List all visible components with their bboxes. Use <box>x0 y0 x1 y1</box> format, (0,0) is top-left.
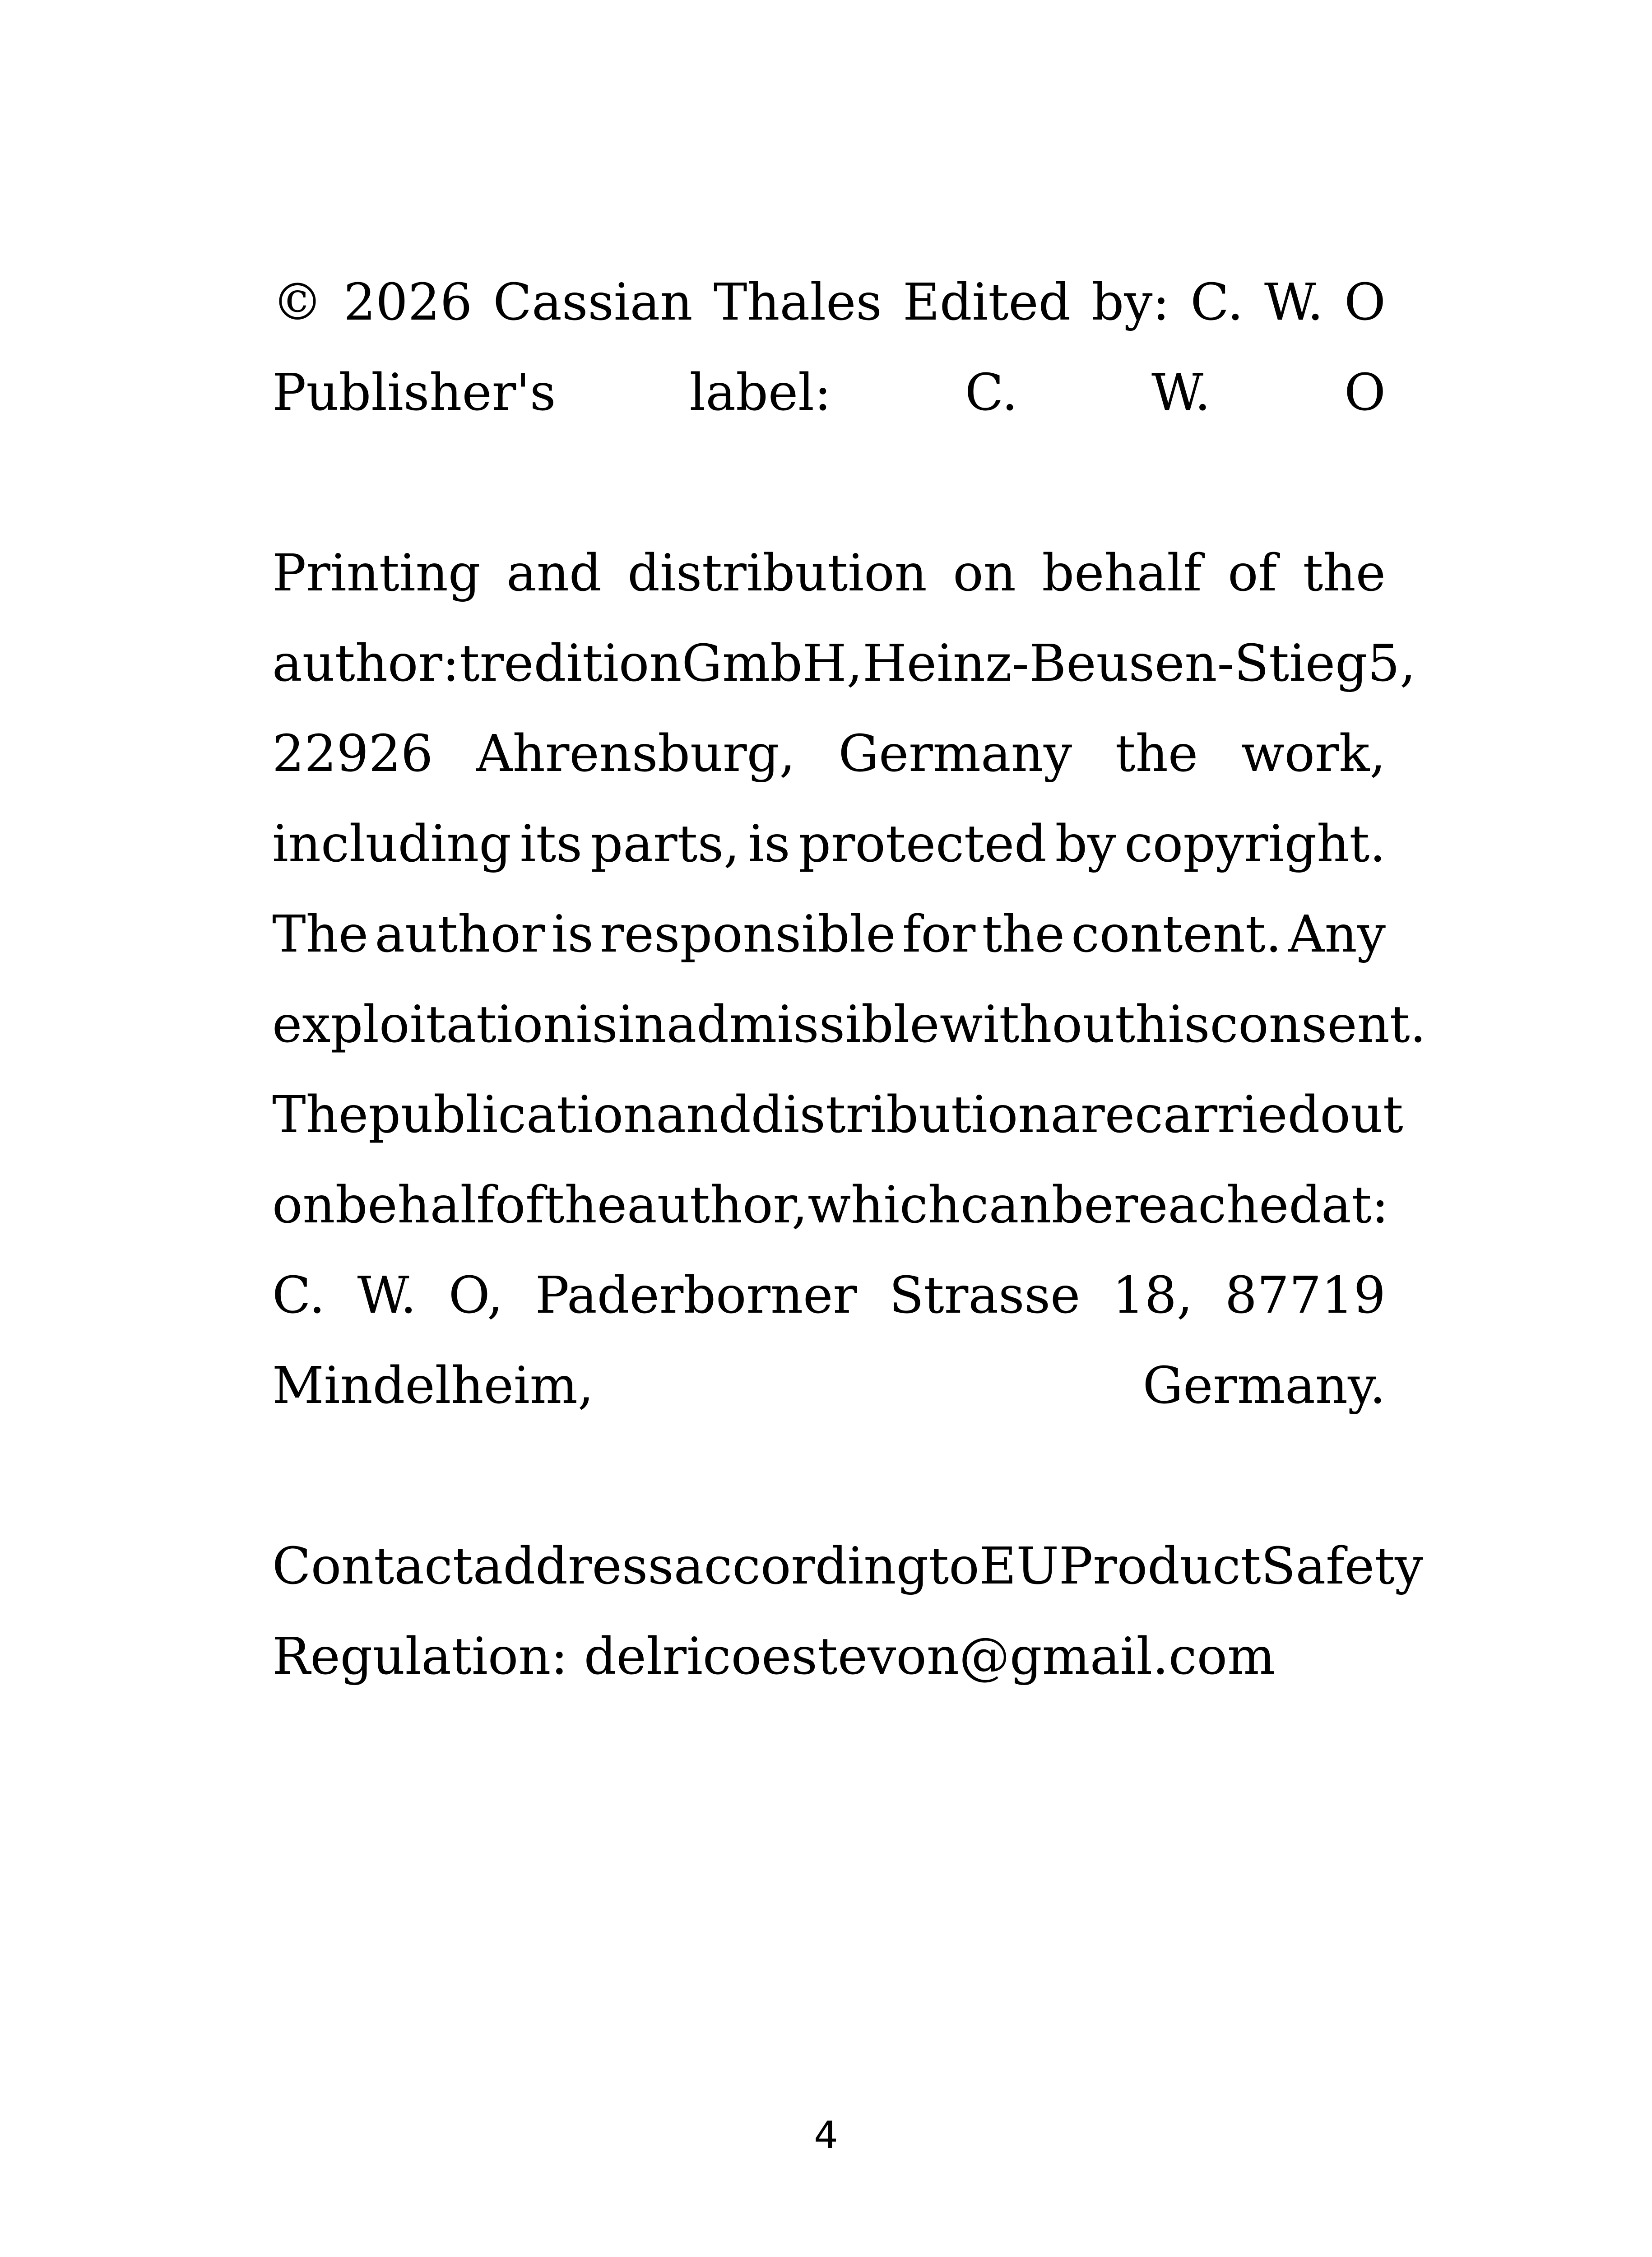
printing-line: Mindelheim, Germany. <box>272 1356 1386 1415</box>
printing-line: Printing and distribution on behalf of the <box>272 544 1386 603</box>
printing-line: on behalf of the author, which can be reached at: <box>272 1176 1389 1235</box>
printing-line: 22926 Ahrensburg, Germany the work, <box>272 724 1386 783</box>
printing-line: The publication and distribution are carried out <box>272 1086 1403 1144</box>
copyright-line: © 2026 Cassian Thales Edited by: C. W. O <box>272 273 1386 332</box>
page-number: 4 <box>814 2113 838 2157</box>
copyright-paragraph <box>272 257 1386 438</box>
contact-line: Contact address according to EU Product Safety <box>272 1537 1424 1596</box>
printing-line: author: tredition GmbH, Heinz-Beusen-Stieg 5, <box>272 634 1416 693</box>
printing-line: The author is responsible for the content. Any <box>272 905 1386 964</box>
printing-distribution-paragraph <box>272 528 1426 1431</box>
printing-line: exploitation is inadmissible without his consent. <box>272 995 1426 1054</box>
copyright-line: Publisher's label: C. W. O <box>272 363 1386 422</box>
printing-line: including its parts, is protected by copyright. <box>272 815 1386 873</box>
printing-line: C. W. O, Paderborner Strasse 18, 87719 <box>272 1266 1386 1325</box>
contact-email-line: Regulation: delricoestevon@gmail.com <box>272 1627 1276 1686</box>
contact-paragraph <box>272 1521 1424 1702</box>
